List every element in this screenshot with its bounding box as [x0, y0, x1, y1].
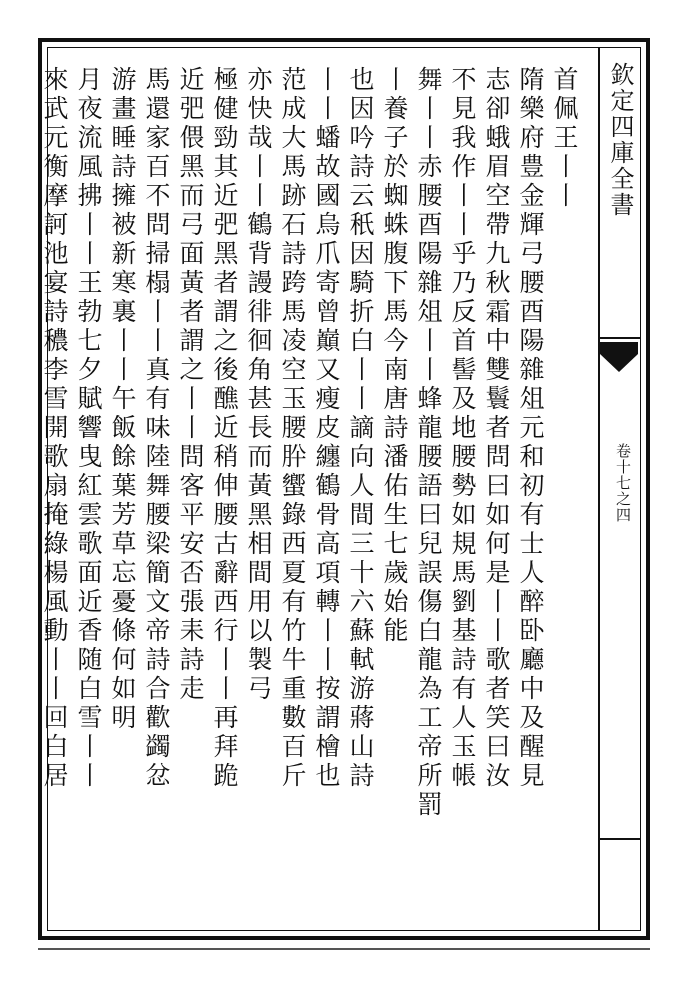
text-column-8: 丨丨蟠故國烏爪寄曾巔又瘦皮纏鶴骨高項轉丨丨按謂檜也	[312, 66, 341, 791]
text-column-16: 來武元衡摩訶池宴詩穠李雪開歌扇掩綠楊風動丨丨回白居	[40, 66, 69, 791]
text-column-11: 極健勁其近弝黑者謂之後醮近稍伸腰古辭西行丨丨再拜跪	[210, 66, 239, 791]
volume-label: 卷十七之四	[614, 443, 632, 523]
text-column-3: 志卻蛾眉空帶九秋霜中雙鬟者問曰如何是丨丨歌者笑曰汝	[482, 66, 511, 791]
text-column-1: 首佩王丨丨	[550, 66, 579, 211]
text-column-7: 也因吟詩云秖因騎折白丨丨謫向人間三十六蘇軾游蔣山詩	[346, 66, 375, 791]
bottom-rule	[38, 948, 650, 950]
header-strip	[598, 48, 640, 930]
book-title: 欽定四庫全書	[606, 62, 634, 218]
side-tick	[598, 838, 640, 840]
text-column-5: 舞丨丨赤腰酉陽雜俎丨丨蜂龍腰語曰兒誤傷白龍為工帝所罰	[414, 66, 443, 820]
text-column-9: 范成大馬跡石詩跨馬凌空玉腰肸蠁錄西夏有竹牛重數百斤	[278, 66, 307, 791]
text-column-14: 游畫睡詩擁被新寒裏丨丨午飯餘葉芳草忘憂條何如明	[108, 66, 137, 733]
page-frame	[38, 38, 650, 940]
text-column-4: 不見我作丨丨乎乃反首髻及地腰勢如規馬劉基詩有人玉帳	[448, 66, 477, 791]
text-body	[40, 66, 584, 910]
text-column-6: 丨養子於蜘蛛腹下馬今南唐詩潘佑生七歲始能	[380, 66, 409, 646]
text-column-2: 隋樂府豊金輝弓腰酉陽雜俎元和初有士人醉卧廳中及醒見	[516, 66, 545, 791]
text-column-15: 月夜流風拂丨丨王勃七夕賦響曳紅雲歌面近香随白雪丨丨	[74, 66, 103, 791]
fishtail-mark-icon	[598, 328, 640, 388]
page-frame-inner	[40, 47, 641, 931]
text-column-13: 馬還家百不問掃榻丨丨真有味陸舞腰梁簡文帝詩合歡蠲忿	[142, 66, 171, 791]
text-column-12: 近弝偎黑而弓面黃者謂之丨丨問客平安否張耒詩走	[176, 66, 205, 704]
text-column-10: 亦快哉丨丨鶴背謾徘徊角甚長而黃黑相間用以製弓	[244, 66, 273, 704]
